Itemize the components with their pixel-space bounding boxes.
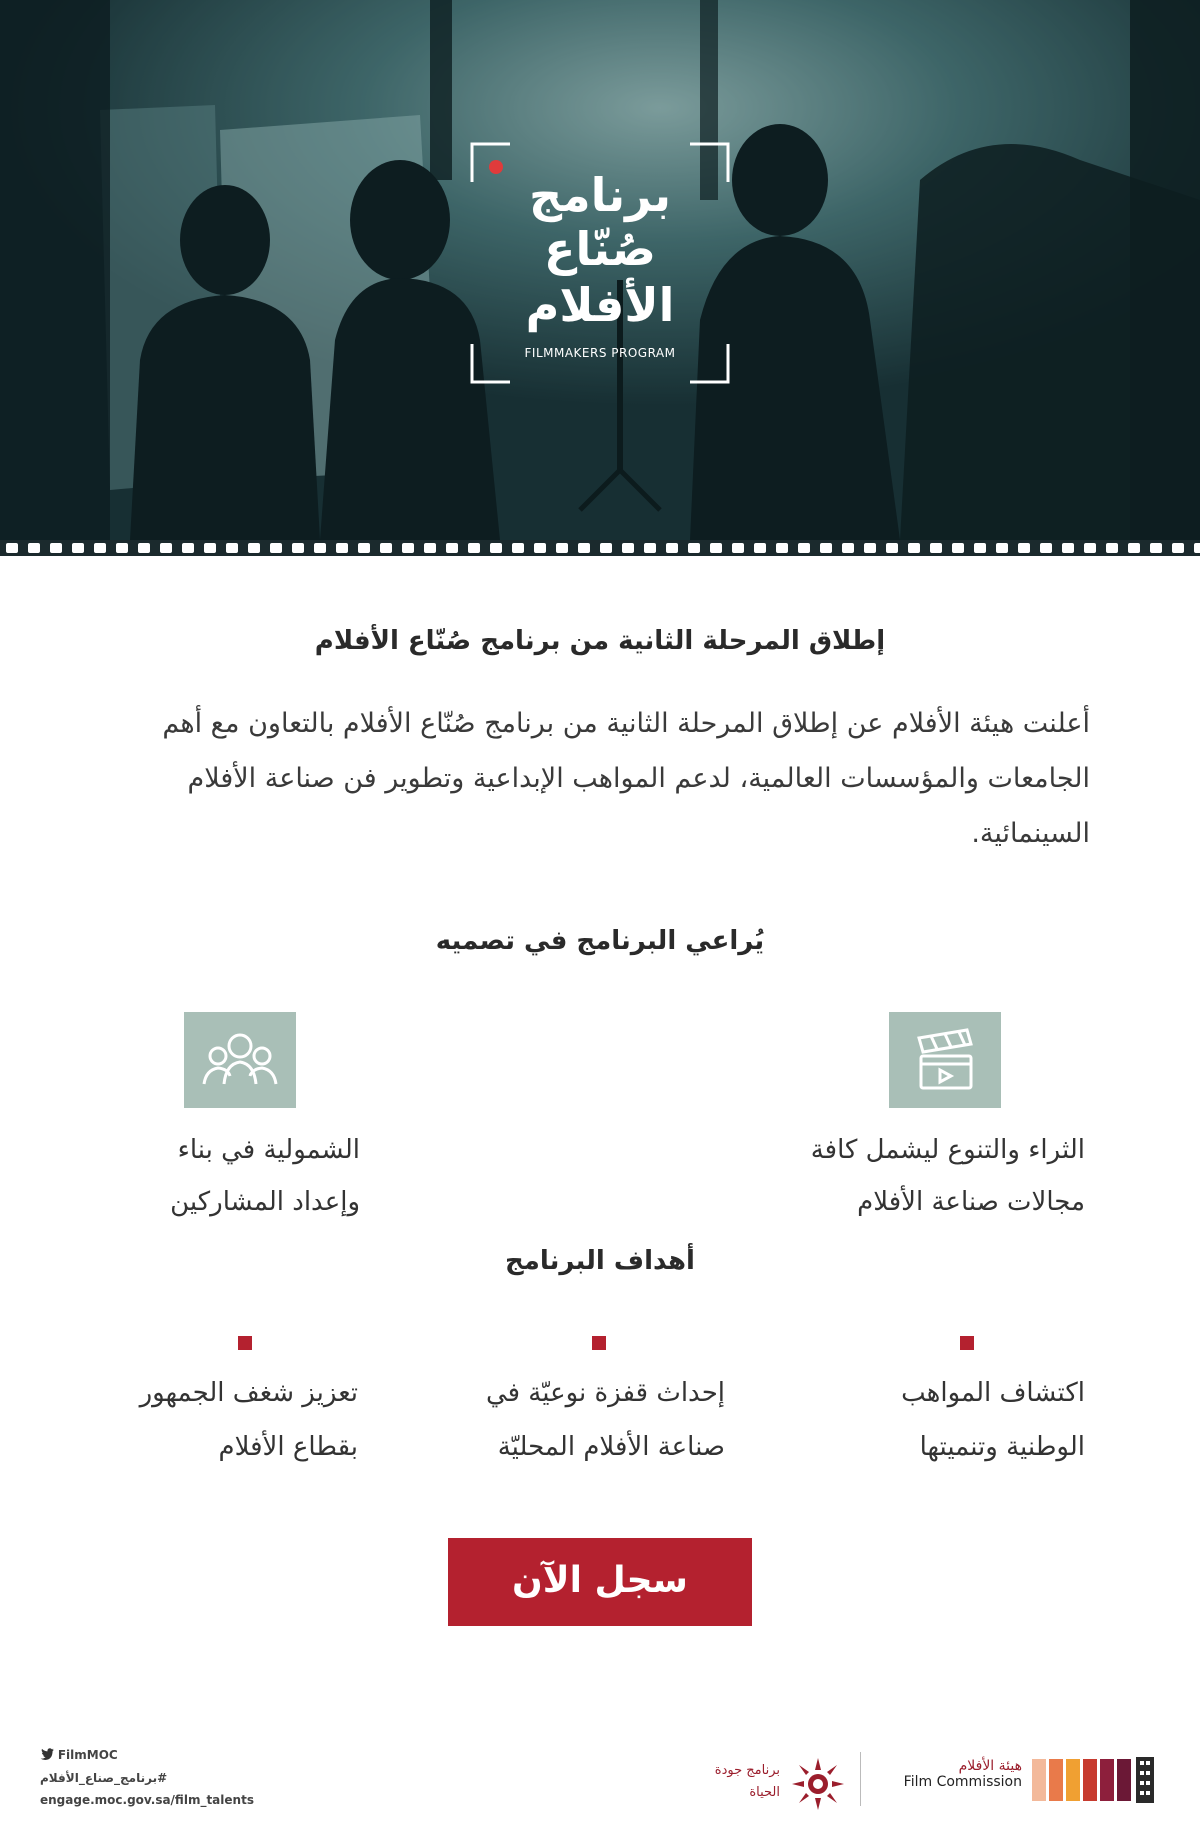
- filmmakers-program-logo: [470, 142, 730, 384]
- goal-text-line2: صناعة الأفلام المحليّة: [497, 1432, 725, 1462]
- qol-emblem-icon: [790, 1756, 846, 1812]
- hashtag[interactable]: #برنامج_صناع_الأفلام: [40, 1770, 168, 1785]
- headline: إطلاق المرحلة الثانية من برنامج صُنّاع الأفلام: [314, 626, 886, 656]
- registration-url-link[interactable]: engage.moc.gov.sa/film_talents: [40, 1792, 254, 1807]
- film-sprocket-holes-icon: [0, 540, 1200, 556]
- clapperboard-icon: [889, 1012, 1001, 1108]
- feature-text-line2: وإعداد المشاركين: [170, 1187, 360, 1217]
- footer-social-links: [40, 1744, 254, 1811]
- film-commission-logo-icon: [1032, 1757, 1162, 1803]
- footer: [0, 1730, 1200, 1830]
- feature-text-line2: مجالات صناعة الأفلام: [857, 1187, 1085, 1217]
- goals-section-title: أهداف البرنامج: [505, 1246, 695, 1276]
- goal-text-line1: تعزيز شغف الجمهور: [139, 1378, 358, 1408]
- qol-line1: برنامج جودة: [714, 1763, 780, 1778]
- goal-text-line2: الوطنية وتنميتها: [919, 1432, 1085, 1462]
- logo-line-2: صُنّاع: [544, 222, 656, 276]
- intro-paragraph: أعلنت هيئة الأفلام عن إطلاق المرحلة الثانية من برنامج صُنّاع الأفلام بالتعاون مع أهم الجامعات والمؤسسات العالمية، لدعم المواهب الإبداعية وتطوير فن صناعة الأفلام السينمائية.: [162, 708, 1090, 849]
- logo-line-3: الأفلام: [525, 278, 675, 332]
- goal-text-line2: بقطاع الأفلام: [218, 1432, 358, 1462]
- film-commission-arabic: هيئة الأفلام: [958, 1758, 1022, 1774]
- footer-divider: [860, 1752, 861, 1806]
- goal-text-line1: إحداث قفزة نوعيّة في: [485, 1378, 725, 1408]
- film-strip-border: [0, 540, 1200, 556]
- film-commission-name: [882, 1758, 1022, 1790]
- design-section-title: يُراعي البرنامج في تصميه: [435, 926, 765, 956]
- feature-text-line1: الثراء والتنوع ليشمل كافة: [810, 1135, 1085, 1165]
- film-commission-english: Film Commission: [903, 1774, 1022, 1790]
- goal-text-line1: اكتشاف المواهب: [901, 1378, 1085, 1408]
- twitter-bird-icon: [40, 1745, 54, 1767]
- twitter-handle: FilmMOC: [57, 1748, 118, 1762]
- feature-text-line1: الشمولية في بناء: [177, 1135, 360, 1165]
- logo-english-text: FILMMAKERS PROGRAM: [524, 346, 676, 360]
- twitter-handle-row[interactable]: [40, 1744, 254, 1767]
- people-group-icon: [184, 1012, 296, 1108]
- hero-banner: [0, 0, 1200, 540]
- goal-bullet-icon: [960, 1336, 974, 1350]
- quality-of-life-program-logo: [690, 1752, 850, 1812]
- goal-bullet-icon: [238, 1336, 252, 1350]
- goal-bullet-icon: [592, 1336, 606, 1350]
- qol-text: [690, 1760, 780, 1804]
- qol-line2: الحياة: [749, 1785, 780, 1800]
- logo-line-1: برنامج: [528, 168, 672, 222]
- register-now-button[interactable]: سجل الآن: [448, 1538, 752, 1626]
